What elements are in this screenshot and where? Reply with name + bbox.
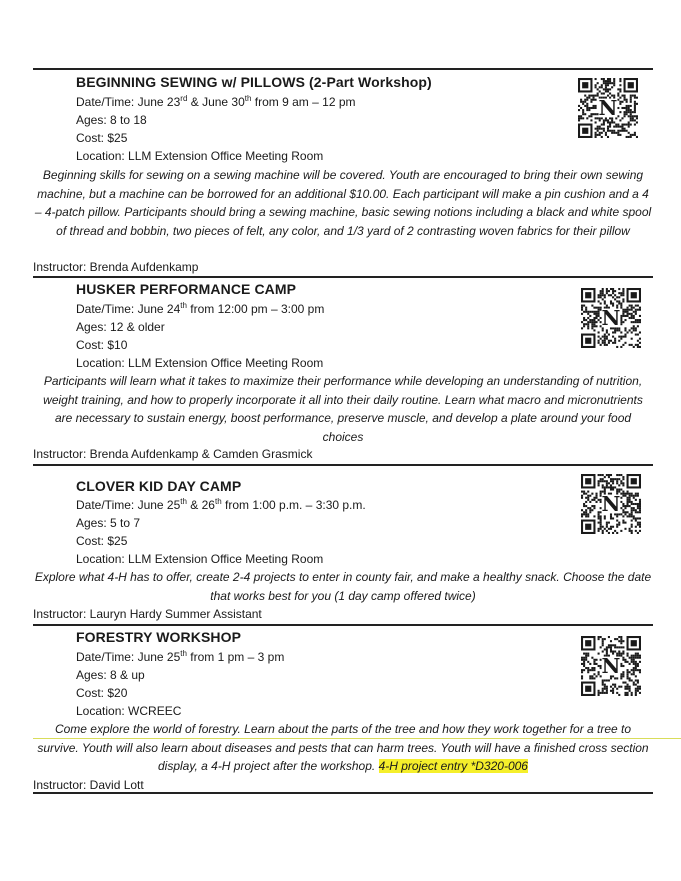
qr-code-icon[interactable] xyxy=(578,78,638,138)
event-details xyxy=(76,496,366,568)
project-entry-highlight: 4-H project entry *D320-006 xyxy=(378,759,528,773)
event-cost: Cost: $25 xyxy=(76,534,128,548)
svg-text:N: N xyxy=(601,306,621,331)
event-location: Location: LLM Extension Office Meeting Room xyxy=(76,552,324,566)
event-ages: Ages: 12 & older xyxy=(76,320,165,334)
event-description: Beginning skills for sewing on a sewing machine will be covered. Youth are encouraged to bring their own sewing machine, but a machine can be borrowed for an additional $10.00. Each participant will make a pin cushion and a 4 – 4-patch pillow. Participants should bring a sewing machine, basic sewing notions including a black and white spool of thread and bobbin, two pieces of felt, any color, and 1/3 yard of 2 contrasting woven fabrics for their pillow xyxy=(34,168,652,238)
event-description: Participants will learn what it takes to maximize their performance while developing an understanding of nutrition, weight training, and how to properly incorporate it all into their daily routine. Learn what macro and micronutrients are necessary to sustain energy, boost performance, preserve muscle, and develop a plate around your food choices xyxy=(43,374,643,444)
event-location: Location: WCREEC xyxy=(76,704,182,718)
svg-text:N: N xyxy=(601,654,621,679)
event-cost: Cost: $10 xyxy=(76,338,128,352)
event-instructor: Instructor: David Lott xyxy=(33,778,144,792)
event-details xyxy=(76,300,324,372)
event-title: FORESTRY WORKSHOP xyxy=(76,629,242,645)
event-date: Date/Time: June 23rd & June 30th from 9 am – 12 pm xyxy=(76,94,356,109)
event-title: CLOVER KID DAY CAMP xyxy=(76,478,242,494)
event-date: Date/Time: June 25th from 1 pm – 3 pm xyxy=(76,649,285,664)
svg-text:N: N xyxy=(601,492,621,517)
qr-code-icon[interactable] xyxy=(581,474,641,534)
event-details xyxy=(76,93,356,165)
event-description: Come explore the world of forestry. Learn about the parts of the tree and how they work together for a tree to survive. Youth will also learn about diseases and pests that can harm trees. Youth will have a finished cross section display, a 4-H project after the workshop. 4-H project entry *D320-006 xyxy=(37,722,649,773)
event-cost: Cost: $20 xyxy=(76,686,128,700)
qr-code-icon[interactable] xyxy=(581,636,641,696)
qr-code-icon[interactable] xyxy=(581,288,641,348)
section-divider xyxy=(33,464,653,466)
event-instructor: Instructor: Brenda Aufdenkamp xyxy=(33,260,199,274)
event-date: Date/Time: June 24th from 12:00 pm – 3:00 pm xyxy=(76,301,325,316)
event-title: BEGINNING SEWING w/ PILLOWS (2-Part Workshop) xyxy=(76,74,432,90)
event-location: Location: LLM Extension Office Meeting Room xyxy=(76,149,324,163)
event-title: HUSKER PERFORMANCE CAMP xyxy=(76,281,297,297)
event-instructor: Instructor: Brenda Aufdenkamp & Camden Grasmick xyxy=(33,447,313,461)
section-divider xyxy=(33,276,653,278)
svg-text:N: N xyxy=(598,96,618,121)
event-date: Date/Time: June 25th & 26th from 1:00 p.m. – 3:30 p.m. xyxy=(76,497,366,512)
event-instructor: Instructor: Lauryn Hardy Summer Assistant xyxy=(33,607,262,621)
event-ages: Ages: 8 & up xyxy=(76,668,145,682)
event-description: Explore what 4-H has to offer, create 2-4 projects to enter in county fair, and make a healthy snack. Choose the date that works best for you (1 day camp offered twice) xyxy=(34,570,652,603)
event-ages: Ages: 8 to 18 xyxy=(76,113,147,127)
section-divider xyxy=(33,68,653,70)
event-ages: Ages: 5 to 7 xyxy=(76,516,141,530)
event-location: Location: LLM Extension Office Meeting Room xyxy=(76,356,324,370)
section-divider xyxy=(33,624,653,626)
section-divider xyxy=(33,792,653,794)
event-details xyxy=(76,648,284,720)
highlight-guide-line xyxy=(33,738,681,739)
event-cost: Cost: $25 xyxy=(76,131,128,145)
